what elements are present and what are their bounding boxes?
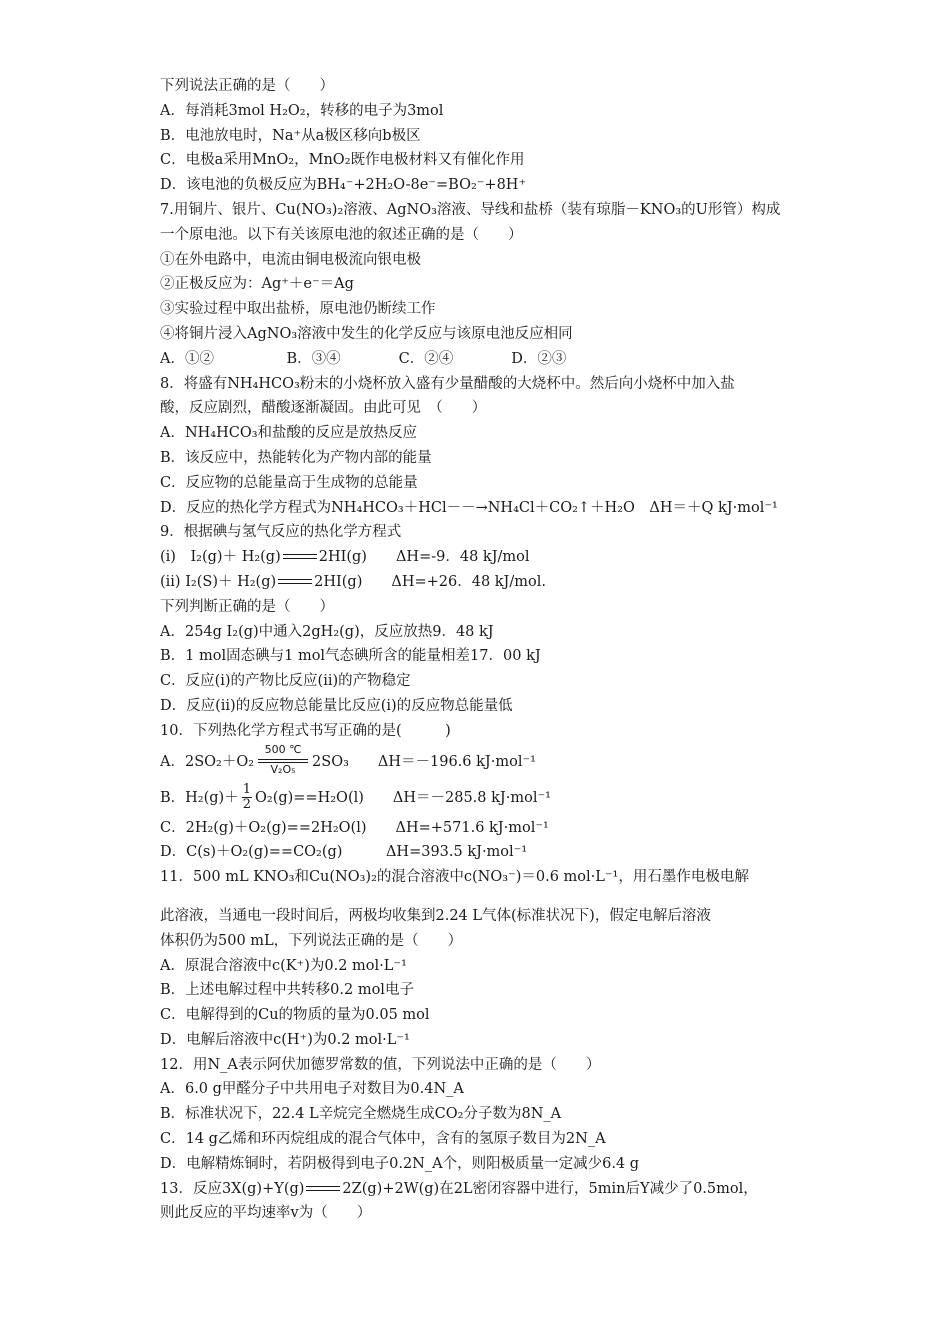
question-7: 7.用铜片、银片、Cu(NO₃)₂溶液、AgNO₃溶液、导线和盐桥（装有琼脂－KNO₃的U形管）构成: [160, 201, 781, 218]
question-10: 10．下列热化学方程式书写正确的是( ): [160, 722, 451, 739]
option-c: C．2H₂(g)＋O₂(g)==2H₂O(l) ΔH=+571.6 kJ·mol⁻¹: [160, 819, 549, 836]
question-9: 9．根据碘与氢气反应的热化学方程式: [160, 524, 402, 541]
text-line: 此溶液，当通电一段时间后，两极均收集到2.24 L气体(标准状况下)，假定电解后溶液: [160, 907, 711, 924]
option-d: D．电解精炼铜时，若阴极得到电子0.2N_A个，则阳极质量一定减少6.4 g: [160, 1155, 640, 1172]
question-11: 11．500 mL KNO₃和Cu(NO₃)₂的混合溶液中c(NO₃⁻)＝0.6 mol·L⁻¹，用石墨作电极电解: [160, 869, 749, 886]
text-line: 下列说法正确的是（ ）: [160, 78, 334, 94]
equation-left: (ii) I₂(S)＋ H₂(g): [160, 573, 277, 590]
text-line: 下列判断正确的是（ ）: [160, 598, 334, 615]
option-b: B．标准状况下，22.4 L辛烷完全燃烧生成CO₂分子数为8N_A: [160, 1106, 562, 1123]
option-c: C．反应(i)的产物比反应(ii)的产物稳定: [160, 673, 411, 690]
text-line: 体积仍为500 mL，下列说法正确的是（ ）: [160, 932, 463, 949]
option-a: A．6.0 g甲醛分子中共用电子对数目为0.4N_A: [160, 1081, 464, 1098]
equilibrium-arrow-icon: [306, 1184, 340, 1194]
statement-1: ①在外电路中，电流由铜电极流向银电极: [160, 251, 421, 268]
equation-right: 2SO₃ ΔH＝－196.6 kJ·mol⁻¹: [312, 753, 536, 770]
option-d: D．C(s)＋O₂(g)==CO₂(g) ΔH=393.5 kJ·mol⁻¹: [160, 844, 528, 861]
option-b: B．上述电解过程中共转移0.2 mol电子: [160, 982, 414, 999]
question-8: 8．将盛有NH₄HCO₃粉末的小烧杯放入盛有少量醋酸的大烧杯中。然后向小烧杯中加入盐: [160, 375, 735, 392]
statement-4: ④将铜片浸入AgNO₃溶液中发生的化学反应与该原电池反应相同: [160, 325, 573, 342]
options-row: A．①② B．③④ C．②④ D．②③: [160, 350, 567, 367]
numerator: 1: [242, 782, 251, 798]
option-d: D．反应(ii)的反应物总能量比反应(i)的反应物总能量低: [160, 697, 513, 714]
fraction: [242, 783, 252, 812]
option-a: A．254g I₂(g)中通入2gH₂(g)，反应放热9．48 kJ: [160, 623, 494, 640]
equation-i: [160, 545, 800, 570]
condition-top: 500 ℃: [264, 742, 302, 756]
question-12: 12．用N_A表示阿伏加德罗常数的值，下列说法中正确的是（ ）: [160, 1056, 601, 1073]
equation-right: 2HI(g) ΔH=+26．48 kJ/mol.: [314, 573, 546, 590]
equation-right: 2Z(g)+2W(g)在2L密闭容器中进行，5min后Y减少了0.5mol，: [342, 1180, 758, 1197]
option-a: A．每消耗3mol H₂O₂，转移的电子为3mol: [160, 102, 444, 119]
equilibrium-arrow-icon: [278, 577, 312, 587]
equation-left: 13．反应3X(g)+Y(g): [160, 1180, 305, 1197]
option-d: D．反应的热化学方程式为NH₄HCO₃＋HCl－－→NH₄Cl＋CO₂↑＋H₂O ΔH＝＋Q kJ·mol⁻¹: [160, 499, 778, 516]
equation-left: B．H₂(g)＋: [160, 789, 239, 806]
text-line: 一个原电池。以下有关该原电池的叙述正确的是（ ）: [160, 226, 523, 243]
option-b: B．该反应中，热能转化为产物内部的能量: [160, 449, 432, 466]
equation-right: 2HI(g) ΔH=-9．48 kJ/mol: [318, 549, 530, 566]
option-c: C．电极a采用MnO₂，MnO₂既作电极材料又有催化作用: [160, 152, 525, 169]
text-line: 则此反应的平均速率v为（ ）: [160, 1205, 372, 1222]
option-a: A．NH₄HCO₃和盐酸的反应是放热反应: [160, 425, 418, 442]
statement-2: ②正极反应为：Ag⁺＋e⁻＝Ag: [160, 276, 354, 293]
option-d: D．电解后溶液中c(H⁺)为0.2 mol·L⁻¹: [160, 1031, 410, 1048]
equation-left: (i) I₂(g)＋ H₂(g): [160, 549, 281, 566]
option-c: C．电解得到的Cu的物质的量为0.05 mol: [160, 1007, 430, 1024]
option-b: B．1 mol固态碘与1 mol气态碘所含的能量相差17．00 kJ: [160, 648, 541, 665]
option-d: D．该电池的负极反应为BH₄⁻+2H₂O-8e⁻=BO₂⁻+8H⁺: [160, 177, 527, 194]
document-page: [160, 74, 800, 1226]
option-c: C．反应物的总能量高于生成物的总能量: [160, 474, 418, 491]
reaction-condition-arrow: [258, 742, 308, 777]
option-c: C．14 g乙烯和环丙烷组成的混合气体中，含有的氢原子数目为2N_A: [160, 1131, 606, 1148]
equation-right: O₂(g)==H₂O(l) ΔH＝－285.8 kJ·mol⁻¹: [255, 789, 551, 806]
equilibrium-arrow-icon: [283, 552, 317, 562]
statement-3: ③实验过程中取出盐桥，原电池仍断续工作: [160, 301, 436, 318]
denominator: 2: [242, 797, 251, 813]
condition-bottom: V₂O₅: [270, 762, 296, 776]
equation-ii: [160, 570, 800, 595]
text-line: 酸，反应剧烈，醋酸逐渐凝固。由此可见 （ ）: [160, 400, 487, 417]
option-b: B．电池放电时，Na⁺从a极区移向b极区: [160, 127, 421, 144]
equation-left: A．2SO₂＋O₂: [160, 753, 255, 770]
option-a: A．原混合溶液中c(K⁺)为0.2 mol·L⁻¹: [160, 957, 407, 974]
option-b: [160, 780, 800, 816]
option-a: [160, 744, 800, 780]
question-13: [160, 1177, 800, 1202]
